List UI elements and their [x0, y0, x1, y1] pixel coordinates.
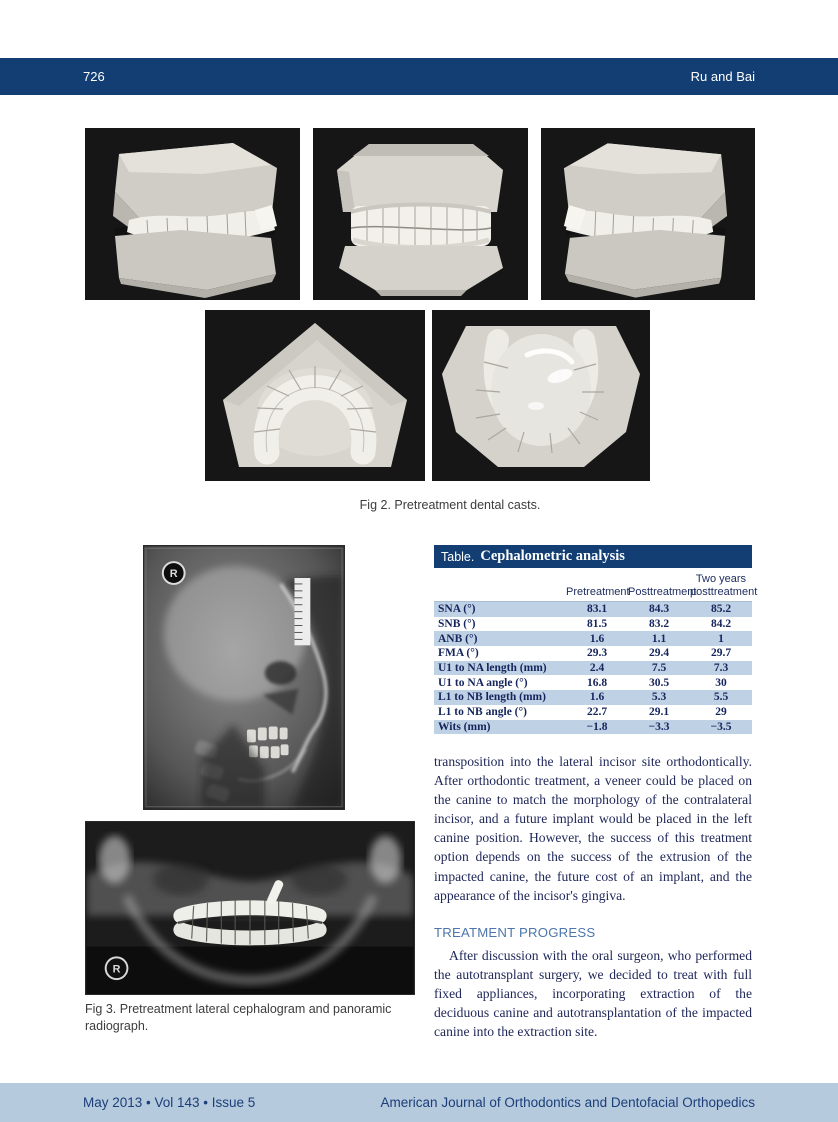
row-value: 29.1 — [648, 706, 670, 719]
table-row — [434, 720, 752, 735]
row-value: 29.7 — [710, 647, 732, 660]
row-value: 30 — [715, 676, 727, 689]
table-row — [434, 675, 752, 690]
section-heading-treatment-progress: TREATMENT PROGRESS — [434, 925, 596, 940]
row-value: −1.8 — [586, 720, 608, 733]
row-value: 2.4 — [589, 662, 605, 675]
row-value: 5.3 — [651, 691, 667, 704]
dental-cast-right-lateral-photo — [85, 128, 300, 300]
row-value: 84.3 — [648, 603, 670, 616]
panoramic-radiograph-image — [85, 821, 415, 995]
lateral-cephalogram-image — [143, 545, 345, 810]
row-value: 7.5 — [651, 662, 667, 675]
fig3-caption: Fig 3. Pretreatment lateral cephalogram and panoramic radiograph. — [85, 1002, 392, 1033]
column-header-pretreatment: Pretreatment — [566, 586, 630, 598]
table-title-bar — [434, 545, 752, 568]
row-value: 1.6 — [589, 691, 605, 704]
row-label: U1 to NA length (mm) — [438, 662, 547, 675]
row-value: 84.2 — [710, 618, 732, 631]
mandibular-occlusal-photo — [432, 310, 650, 481]
table-label: Table. — [441, 549, 475, 564]
row-label: U1 to NA angle (°) — [438, 676, 528, 689]
table-row — [434, 631, 752, 646]
body-paragraph-1: transposition into the lateral incisor site orthodontically. After orthodontic treatment, a veneer could be placed on the canine to match the morphology of the contralateral incisor, and a future implant would be placed in the left canine position. However, the success of this treatment option depends on the success of the extrusion of the impacted canine, the future cost of an implant, and the appearance of the incisor's gingiva. — [434, 754, 752, 903]
table-row — [434, 602, 752, 617]
column-header-posttreatment: Posttreatment — [628, 586, 697, 598]
row-value: 81.5 — [586, 618, 608, 631]
fig2-caption: Fig 2. Pretreatment dental casts. — [359, 498, 541, 512]
row-value: 1.1 — [651, 632, 667, 645]
dental-cast-left-lateral-photo — [541, 128, 755, 300]
row-value: 29.4 — [648, 647, 670, 660]
table-title: Cephalometric analysis — [480, 548, 625, 564]
row-value: 85.2 — [710, 603, 732, 616]
running-head: Ru and Bai — [690, 69, 755, 84]
ceph-table-body — [434, 602, 752, 734]
row-value: 29 — [715, 706, 727, 719]
row-value: 30.5 — [648, 676, 670, 689]
row-value: 16.8 — [586, 676, 608, 689]
row-value: 83.2 — [648, 618, 670, 631]
table-row — [434, 661, 752, 676]
row-value: −3.5 — [710, 720, 732, 733]
issue-info: May 2013 • Vol 143 • Issue 5 — [83, 1095, 256, 1110]
row-value: −3.3 — [648, 720, 670, 733]
row-label: L1 to NB angle (°) — [438, 706, 527, 719]
row-label: L1 to NB length (mm) — [438, 691, 546, 704]
row-value: 1 — [718, 632, 724, 645]
body-paragraph-2: After discussion with the oral surgeon, who performed the autotransplant surgery, we decided to treat with full fixed appliances, incorporating extraction of the deciduous canine and autotransplantation of the impacted canine into the extraction site. — [434, 948, 752, 1040]
row-label: FMA (°) — [438, 647, 479, 660]
page-number: 726 — [83, 69, 105, 84]
r-marker-label: R — [112, 963, 121, 976]
row-value: 7.3 — [713, 662, 729, 675]
table-row — [434, 705, 752, 720]
table-column-headers — [434, 568, 758, 602]
journal-title: American Journal of Orthodontics and Dentofacial Orthopedics — [380, 1095, 755, 1110]
page-footer-bar — [0, 1083, 838, 1122]
column-header-two-years: Two years posttreatment — [690, 573, 758, 598]
table-row — [434, 690, 752, 705]
column-header-empty — [434, 573, 566, 601]
table-row — [434, 646, 752, 661]
row-label: SNB (°) — [438, 618, 476, 631]
row-value: 1.6 — [589, 632, 605, 645]
row-value: 29.3 — [586, 647, 608, 660]
row-label: Wits (mm) — [438, 720, 491, 733]
row-value: 83.1 — [586, 603, 608, 616]
r-marker-label: R — [169, 568, 178, 581]
table-row — [434, 617, 752, 632]
row-value: 5.5 — [713, 691, 729, 704]
row-value: 22.7 — [586, 706, 608, 719]
maxillary-occlusal-photo — [205, 310, 425, 481]
dental-cast-frontal-photo — [313, 128, 528, 300]
row-label: ANB (°) — [438, 632, 478, 645]
row-label: SNA (°) — [438, 603, 476, 616]
cephalometric-table — [434, 545, 758, 734]
page-header-bar — [0, 58, 838, 95]
